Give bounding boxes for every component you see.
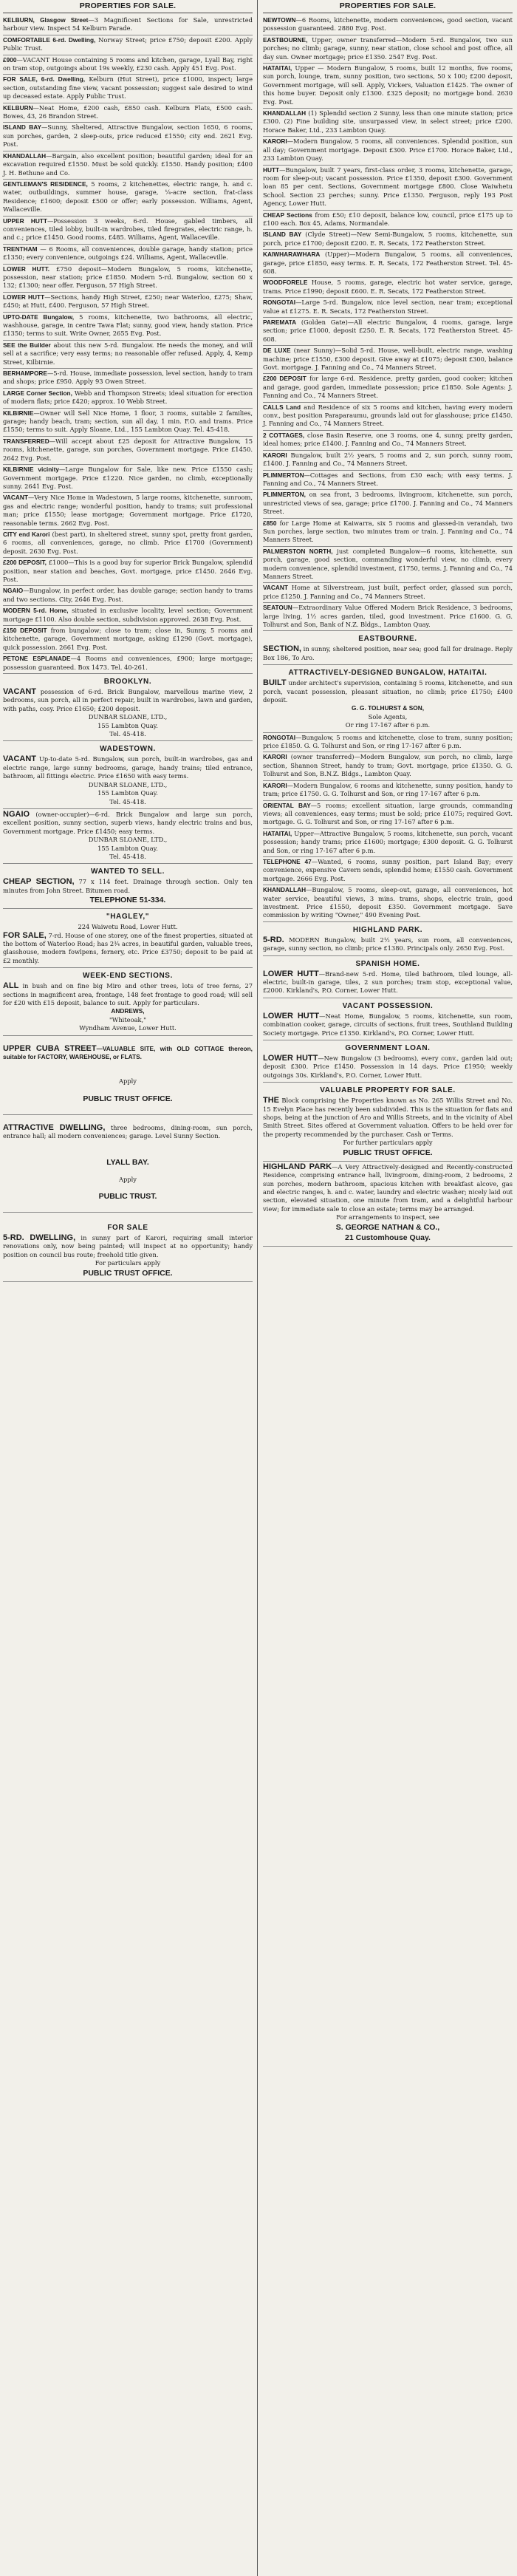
right-classified-ad xyxy=(263,16,513,35)
left-classified-ad xyxy=(3,409,253,437)
ad-lead: SEATOUN xyxy=(263,604,292,612)
left-classified-ad xyxy=(3,369,253,389)
right-classified-ad xyxy=(263,547,513,584)
ngaio-tel: Tel. 45-418. xyxy=(109,852,146,860)
right-classified-ad xyxy=(263,451,513,471)
ad-body: (Clyde Street)—New Semi-Bungalow, 5 rooms, kitchenette, sun porch, price £1700; deposit £200. E. R. Secats, 172 Featherston Street. xyxy=(263,231,513,247)
weekend-agent: ANDREWS, xyxy=(111,1007,145,1015)
right-classified-ad xyxy=(263,374,513,402)
ad-body: —4 Rooms and conveniences, £900; large mortgage; possession guaranteed. Box 1473. Tel. 40-261. xyxy=(3,655,253,671)
government-loan-heading: GOVERNMENT LOAN. xyxy=(345,1044,431,1053)
right-classified-ad xyxy=(263,346,513,374)
right-classified-ad xyxy=(263,885,513,922)
ad-body: 5 rooms, kitchenette, two bathrooms, all electric, washhouse, garage, in centre Tawa Flat; sunny, good view, handy station. Price £1350; terms to suit. Write Owner, 2655 Evg. Post. xyxy=(3,313,253,338)
ad-lead: HATAITAI, xyxy=(263,64,292,72)
eastbourne-text: SECTION, in sunny, sheltered position, near sea; good fall for drainage. Reply Box 186, To Aro. xyxy=(263,644,513,661)
right-classified-ad xyxy=(263,490,513,518)
ad-lead: KHANDALLAH xyxy=(3,151,47,160)
right-classifieds xyxy=(263,16,513,631)
ad-lead: ISLAND BAY xyxy=(263,231,302,239)
ad-body: Webb and Thompson Streets; ideal situation for erection of modern flats; price £420; approx. 10 Webb Street. xyxy=(3,389,253,406)
brooklyn-address: 155 Lambton Quay. xyxy=(97,721,158,729)
highland2-text: HIGHLAND PARK—A Very Attractively-designed and Recently-constructed Residence, comprising entrance hall, livingroom, dining-room, 2 bedrooms, 2 sun porches, modern bathroom, spacious kitchen with breakfast alcove, gas and electric ranges, h. and c. water, laundry and electric washer; nicely laid out section, elevated situation, one minute from tram, and a delightful harbour view; for immediate sale to close an estate; terms may be arranged. xyxy=(263,1162,513,1213)
ad-body: —Large 5-rd. Bungalow, nice level section, near tram; exceptional value at £1275. E. R. Secats, 172 Featherston Street. xyxy=(263,299,513,315)
wanted-heading: WANTED TO SELL. xyxy=(91,868,165,876)
ad-lead: LOWER HUTT. xyxy=(3,265,50,273)
wanted-phone: TELEPHONE 51-334. xyxy=(89,896,166,905)
ad-lead: £200 DEPOSIT, xyxy=(3,559,47,567)
ad-lead: LARGE Corner Section, xyxy=(3,389,72,397)
ad-lead: £150 DEPOSIT xyxy=(3,627,47,634)
left-column-heading: PROPERTIES FOR SALE. xyxy=(3,0,253,13)
ad-lead: £200 DEPOSIT xyxy=(263,375,307,383)
ad-lead: MODERN 5-rd. Home, xyxy=(3,607,69,615)
ad-body: Home at Silverstream, just built, perfect order, glassed sun porch, price £1250. J. Fanning and Co., 74 Manners Street. xyxy=(263,584,513,600)
upper-cuba-office: PUBLIC TRUST OFFICE. xyxy=(83,1094,173,1103)
left-classified-ad xyxy=(3,217,253,245)
right-classified-ad xyxy=(263,137,513,165)
right-classified-ad xyxy=(263,857,513,885)
ad-body: (owner transferred)—Modern Bungalow, sun porch, no climb, large section, Shannon Street, handy to tram; Govt. mortgage, price £1350. G. G. Tolhurst and Son, B.N.Z. Bldgs., Lambton Quay. xyxy=(263,753,513,778)
hataitai-bungalow-ad xyxy=(263,665,513,732)
attractive-dwelling-ad xyxy=(3,1115,253,1213)
ad-body: —Cottages and Sections, from £30 each; with easy terms. J. Fanning and Co., 74 Manners Street. xyxy=(263,471,513,487)
karori-sale-footer: For particulars apply xyxy=(95,1259,161,1267)
column-divider xyxy=(257,0,258,2576)
right-classified-ad xyxy=(263,403,513,431)
ad-lead: DE LUXE xyxy=(263,347,291,355)
ad-body: —5-rd. House, immediate possession, level section, handy to tram and shops; price £950. Apply 93 Owen Street. xyxy=(3,369,253,386)
ad-body: for large 6-rd. Residence, pretty garden, good cooker; kitchen and garage, good garden, immediate possession; price £1850. Sole Agents: J. Fanning and Co., 74 Manners Street. xyxy=(263,375,513,400)
ad-body: and Residence of six 5 rooms and kitchen, having every modern conv., best position Paraparaumu, grounds laid out for glasshouse; price £1450. J. Fanning and Co., 74 Manners Street. xyxy=(263,403,513,428)
left-classified-ad xyxy=(3,313,253,341)
right-classified-ad xyxy=(263,801,513,829)
valuable-office: PUBLIC TRUST OFFICE. xyxy=(343,1148,433,1157)
karori-sale-office: PUBLIC TRUST OFFICE. xyxy=(83,1268,173,1278)
left-classified-ad xyxy=(3,626,253,654)
ad-body: for Large Home at Kaiwarra, six 5 rooms and glassed-in verandah, two Sun porches, large section, two minutes tram or train. J. Fanning and Co., 74 Manners Street. xyxy=(263,519,513,544)
left-classified-ad xyxy=(3,123,253,151)
ad-body: Bungalow, built 2½ years, 5 rooms and 2, sun porch, sunny room, £1400. J. Fanning and Co., 74 Manners Street. xyxy=(263,451,513,468)
ad-body: 5 rooms, 2 kitchenettes, electric range, h. and c. water, outbuildings, summer house, garage, ¼-acre section, frat-class Residence; £1600; deposit £500 or offer; early possession. Williams, Agent, Wallaceville. xyxy=(3,180,253,214)
ad-body: — 6 Rooms, all conveniences, double garage, handy station; price £1350; every convenience, outgoings £24. Williams, Agent, Wallaceville. xyxy=(3,245,253,262)
spanish-home-ad xyxy=(263,956,513,998)
ad-lead: LOWER HUTT xyxy=(3,293,45,301)
ad-body: —Possession 3 weeks, 6-rd. House, gabled timbers, all conveniences, tiled lobby, built-in wardrobes, tiled firegrates, electric range, h. and c.; price £1450. Good rooms, £485. Williams, Agent, Wallaceville. xyxy=(3,217,253,242)
left-classifieds xyxy=(3,16,253,674)
ad-lead: UPPER HUTT xyxy=(3,217,47,225)
highland-heading: HIGHLAND PARK. xyxy=(352,925,423,934)
left-classified-ad xyxy=(3,530,253,558)
left-classified-ad xyxy=(3,437,253,465)
ad-body: —Sections, handy High Street, £250; near Waterloo, £275; Shaw, £450; at Hutt, £400. Ferguson, 57 High Street. xyxy=(3,293,253,310)
wanted-text: CHEAP SECTION, 77 x 114 feet. Drainage through section. Only ten minutes from John Street. Bitumen road. xyxy=(3,877,253,894)
wadestown-tel: Tel. 45-418. xyxy=(109,797,146,805)
ngaio-firm: DUNBAR SLOANE, LTD., xyxy=(88,836,168,844)
valuable-footer: For further particulars apply xyxy=(343,1139,433,1147)
upper-cuba-apply: Apply xyxy=(119,1077,137,1086)
left-classified-ad xyxy=(3,389,253,409)
ad-body: from £50; £10 deposit, balance low, council, price £175 up to £100 each. Box 45, Adams, Normandale. xyxy=(263,211,513,227)
ad-lead: NEWTOWN xyxy=(263,16,296,24)
left-classified-ad xyxy=(3,55,253,75)
wadestown-ad xyxy=(3,741,253,808)
government-loan-text: LOWER HUTT—New Bungalow (3 bedrooms), every conv., garden laid out; deposit £300. Price £1450. Possession in 14 days. Price £1950; weekly outgoings 30s. Kirkland's, P.O. Corner, Lower Hutt. xyxy=(263,1054,513,1079)
vacant-possession-ad xyxy=(263,998,513,1040)
ad-lead: KELBURN xyxy=(3,103,33,112)
ngaio-ad xyxy=(3,809,253,864)
ad-body: —Bungalow, 5 rooms, sleep-out, garage, all conveniences, hot water service, beautiful views, 3 mins. trams, shops, electric train, good investment. Price £1550, deposit £350. Government mortgage. Save commission by writing "Owner," 490 Evening Post. xyxy=(263,886,513,919)
ad-body: —Bargain, also excellent position; beautiful garden; ideal for an excavation required £1550. Must be sold quickly. £1550. Handy position; £400 J. H. Bethune and Co. xyxy=(3,151,253,177)
weekend-ad xyxy=(3,968,253,1035)
highland2-firm: S. GEORGE NATHAN & CO., xyxy=(335,1222,440,1232)
brooklyn-heading: BROOKLYN. xyxy=(103,678,152,686)
ad-body: £1000—This is a good buy for superior Brick Bungalow, splendid position, near station and beaches, Govt. mortgage, price £1450. 2646 Evg. Post. xyxy=(3,559,253,583)
ad-lead: WOODFORELE xyxy=(263,279,308,287)
ad-lead: PLIMMERTON xyxy=(263,471,304,479)
wadestown-heading: WADESTOWN. xyxy=(100,745,156,754)
ad-lead: NGAIO xyxy=(3,587,24,595)
government-loan-ad xyxy=(263,1040,513,1083)
ad-lead: KARORI xyxy=(263,451,287,459)
ad-lead: KAIWHARAWHARA xyxy=(263,251,321,259)
hataitai-agents: Sole Agents, xyxy=(368,712,408,720)
ad-lead: FOR SALE, 6-rd. Dwelling, xyxy=(3,75,86,84)
ad-lead: £850 xyxy=(263,519,277,527)
ngaio-text: NGAIO (owner-occupier)—6-rd. Brick Bungalow and large sun porch, excellent position, sunny section, superb views, handy electric trains and bus, Government mortgage. Price £1450; easy terms. xyxy=(3,809,253,835)
ad-lead: KARORI xyxy=(263,137,287,146)
hataitai-text: BUILT under architect's supervision, containing 5 rooms, kitchenette, and sun porch, vacant possession, pleasant situation, no climb; price £1750; £400 deposit. xyxy=(263,678,513,704)
left-classified-ad xyxy=(3,654,253,674)
ad-body: (best part), in sheltered street, sunny spot, pretty front garden, 6 rooms, all conveniences, garage, no climb. Price £1700 (Government) deposit. 2630 Evg. Post. xyxy=(3,530,253,555)
ad-lead: VACANT xyxy=(263,584,288,592)
eastbourne-heading: EASTBOURNE. xyxy=(358,635,417,644)
attractive-place: LYALL BAY. xyxy=(106,1157,149,1167)
ad-lead: CHEAP Sections xyxy=(263,211,312,219)
weekend-address: Wyndham Avenue, Lower Hutt. xyxy=(79,1024,177,1032)
ad-body: Norway Street; price £750; deposit £200. Apply Public Trust. xyxy=(3,35,253,52)
brooklyn-firm: DUNBAR SLOANE, LTD., xyxy=(88,713,168,721)
ad-lead: CITY end Karori xyxy=(3,530,50,538)
brooklyn-ad xyxy=(3,674,253,741)
highland-park-residence-ad xyxy=(263,1162,513,1247)
right-column xyxy=(263,0,513,1247)
ad-lead: PLIMMERTON, xyxy=(263,491,306,499)
ad-body: —Extraordinary Value Offered Modern Brick Residence, 3 bedrooms, large living, 1½ acres garden, tiled, good investment. Price £1600. G. G. Tolhurst and Son, Bank of N.Z. Bldgs., Lambton Quay. xyxy=(263,604,513,628)
right-classified-ad xyxy=(263,278,513,298)
ad-body: (Upper)—Modern Bungalow, 5 rooms, all conveniences, garage, price £1850, easy terms. E. R. Secats, 172 Featherston Street. Tel. 45-608. xyxy=(263,251,513,275)
ad-body: Upper—Attractive Bungalow, 5 rooms, kitchenette, sun porch, vacant possession; handy trams; price £1600; mortgage; £300 deposit. G. G. Tolhurst and Son, or ring 17-167 after 6 p.m. xyxy=(263,829,513,854)
right-classified-ad xyxy=(263,166,513,211)
karori-sale-heading: FOR SALE xyxy=(107,1224,148,1233)
right-classified-ad xyxy=(263,583,513,603)
ad-lead: £900 xyxy=(3,55,17,64)
ad-lead: RONGOTAI xyxy=(263,733,296,741)
right-classified-ad xyxy=(263,733,513,753)
ad-lead: HATAITAI, xyxy=(263,829,292,837)
ad-body: —Bungalow, built 7 years, first-class order, 3 rooms, kitchenette, garage, room for sleep-out; vacant possession. Price £1350, deposit £300. Government loan 85 per cent. Sections, Government mortgage £800. Close Waiwhetu School. Section 23 perches; sunny. Price £1350. Ferguson, reply 193 Post Agency, Lower Hutt. xyxy=(263,166,513,208)
ad-lead: KILBIRNIE vicinity xyxy=(3,466,59,474)
ad-body: —6 Rooms, kitchenette, modern conveniences, good section, vacant possession guaranteed. 2880 Evg. Post. xyxy=(263,16,513,33)
right-classified-ad xyxy=(263,211,513,231)
ad-body: —Modern Bungalow, 6 rooms and kitchenette, sunny position, handy to tram; price £1750. G. G. Tolhurst and Son, or ring 17-167 after 6 p.m. xyxy=(263,781,513,798)
ad-body: just completed Bungalow—6 rooms, kitchenette, sun porch, garage, good section, commanding wonderful view, no climb, every modern convenience, splendid investment, £1750, terms. J. Fanning and Co., 74 Manners Street. xyxy=(263,547,513,580)
attractive-text: ATTRACTIVE DWELLING, three bedrooms, dining-room, sun porch, entrance hall; all modern conveniences; garage. Level Sunny Section. xyxy=(3,1122,253,1140)
left-classified-ad xyxy=(3,465,253,493)
attractive-office: PUBLIC TRUST. xyxy=(98,1192,157,1202)
ad-lead: RONGOTAI xyxy=(263,299,296,307)
ad-lead: ORIENTAL BAY xyxy=(263,801,311,809)
ad-lead: SEE the Builder xyxy=(3,341,51,349)
wanted-ad xyxy=(3,864,253,909)
hataitai-firm: G. G. TOLHURST & SON, xyxy=(351,704,425,712)
ad-body: Upper — Modern Bungalow, 5 rooms, built 12 months, five rooms, sun porch, lounge, tram, sunny position, two sections, 50 x 100; £200 deposit, Government mortgage, will sell. Apply, Vickers, Valuation £1425. The owner of this home buyer. Deposit only £1300. £325 deposit; no mortgage bond. 2630 Evg. Post. xyxy=(263,64,513,106)
valuable-heading: VALUABLE PROPERTY FOR SALE. xyxy=(320,1086,456,1095)
ad-body: —Neat Home, £200 cash, £850 cash. Kelburn Flats, £500 cash. Bowes, 43, 26 Brandon Street. xyxy=(3,103,253,120)
ad-lead: CALLS Land xyxy=(263,403,301,411)
right-classified-ad xyxy=(263,781,513,801)
highland-text: 5-RD. MODERN Bungalow, built 2½ years, sun room, all conveniences, garage, sunny section, no climb; price £1380. Principals only. 2650 Evg. Post. xyxy=(263,935,513,953)
left-classified-ad xyxy=(3,493,253,530)
left-classified-ad xyxy=(3,586,253,606)
ad-body: House, 5 rooms, garage, electric hot water service, garage, trams. Price £1990; deposit £600. E. R. Secats, 172 Featherston Street. xyxy=(263,279,513,295)
ad-lead: KILBIRNIE xyxy=(3,409,34,417)
right-classifieds-2 xyxy=(263,733,513,922)
hagley-text: FOR SALE, 7-rd. House of one storey, one of the finest properties, situated at the bottom of Waterloo Road; has 2¾ acres, in beautiful garden, valuable trees, glasshouse, modern fowlpens, fernery, etc. Price £3750; deposit to be paid at £2 monthly. xyxy=(3,930,253,964)
ad-body: —Wanted, 6 rooms, sunny position, part Island Bay; every convenience, expensive Cavern sends, splendid home; £1550 cash. Government mortgage. 2666 Evg. Post. xyxy=(263,857,513,882)
left-classified-ad xyxy=(3,35,253,55)
ad-lead: 2 COTTAGES, xyxy=(263,431,305,439)
weekend-agent-house: "Whiteoak," xyxy=(109,1015,146,1023)
wadestown-firm: DUNBAR SLOANE, LTD., xyxy=(88,780,168,788)
hagley-address: 224 Waiwetu Road, Lower Hutt. xyxy=(78,923,178,931)
spanish-heading: SPANISH HOME. xyxy=(355,959,420,968)
ad-lead: BERHAMPORE xyxy=(3,369,47,378)
right-classified-ad xyxy=(263,64,513,109)
right-classified-ad xyxy=(263,519,513,547)
ad-body: —Sunny, Sheltered, Attractive Bungalow, section 1650, 6 rooms, sun porches, garden, 2 sleep-outs, price reduced £1550; city end. 2621 Evg. Post. xyxy=(3,123,253,149)
ad-body: —Bungalow, 5 rooms and kitchenette, close to tram, sunny position; price £1850. G. G. Tolhurst and Son, or ring 17-167 after 6 p.m. xyxy=(263,733,513,750)
left-classified-ad xyxy=(3,341,253,369)
left-classified-ad xyxy=(3,245,253,265)
ad-body: —VACANT House containing 5 rooms and kitchen, garage, Lyall Bay, right on tram stop, outgoings about 19s weekly, £230 cash. Apply 451 Evg. Post. xyxy=(3,55,253,72)
ad-lead: ISLAND BAY xyxy=(3,123,42,132)
right-classified-ad xyxy=(263,431,513,451)
left-classified-ad xyxy=(3,75,253,103)
spanish-text: LOWER HUTT—Brand-new 5-rd. Home, tiled bathroom, tiled lounge, all-electric, built-in garage, tiles, 2 sun porches; tram stop, exceptional value, £2000. Kirkland's, P.O. Corner, Lower Hutt. xyxy=(263,969,513,995)
right-classified-ad xyxy=(263,603,513,631)
left-classified-ad xyxy=(3,151,253,180)
right-classified-ad xyxy=(263,298,513,318)
ad-body: about this new 5-rd. Bungalow. He needs the money, and will sell at a sacrifice; very easy terms; no reasonable offer refused. Apply, 4, Kemp Street, Kilbirnie. xyxy=(3,341,253,366)
weekend-text: ALL in bush and on fine big Miro and other trees, lots of tree ferns, 27 sections in magnificent area, frontage, 148 feet frontage to good road; will sell for £20 with £15 deposit, balance to suit. Apply for particulars. xyxy=(3,981,253,1006)
ad-lead: PETONE ESPLANADE xyxy=(3,655,71,663)
ad-body: —Modern Bungalow, 5 rooms, all conveniences. Splendid position, sun all day; Government mortgage. Deposit £300. Price £1700. Horace Baker, Ltd., 233 Lambton Quay. xyxy=(263,137,513,163)
hagley-ad xyxy=(3,909,253,968)
left-classified-ad xyxy=(3,293,253,313)
ad-body: Kelburn (Hut Street), price £1000, inspect; large section, outstanding fine view, vacant possession; suggest sale desired to wind up deceased estate. Apply Public Trust. xyxy=(3,75,253,100)
right-classified-ad xyxy=(263,318,513,346)
ad-body: Upper, owner transferred—Modern 5-rd. Bungalow, two sun porches; no climb; garage, sunny, near station, close school and post office, all day sun. Owner mortgage; price £1350. 2547 Evg. Post. xyxy=(263,35,513,61)
ad-body: —5 rooms; excellent situation, large grounds, commanding views; all conveniences, easy terms; must be sold; price £1075; required Govt. mortgage. G. G. Tolhurst and Son, or ring 17-167 after 6 p.m. xyxy=(263,801,513,826)
right-classified-ad xyxy=(263,471,513,491)
brooklyn-text: VACANT possession of 6-rd. Brick Bungalow, marvellous marine view, 2 bedrooms, sun porch, all in perfect repair, built in wardrobes, lawn and garden, with paths, cosy. Price £1650; £200 deposit. xyxy=(3,687,253,712)
ad-lead: KHANDALLAH xyxy=(263,109,307,117)
right-classified-ad xyxy=(263,250,513,278)
left-column xyxy=(3,0,253,1282)
ad-body: —Owner will Sell Nice Home, 1 floor, 3 rooms, suitable 2 families, garage; handy beach, tram; section, sun all day, 1 min. F.O. and trams. Price £1550; terms to suit. Apply Sloane, Ltd., 155 Lambton Quay. Tel. 45-418. xyxy=(3,409,253,434)
ad-body: £750 deposit—Modern Bungalow, 5 rooms, kitchenette, possession, near station; price £1850. Modern 5-rd. Bungalow, section 60 x 132; £1300; near offer. Ferguson, 57 High Street. xyxy=(3,265,253,290)
ad-lead: TRANSFERRED xyxy=(3,437,49,445)
ad-lead: PAREMATA xyxy=(263,318,297,326)
weekend-heading: WEEK-END SECTIONS. xyxy=(83,972,173,981)
upper-cuba-ad xyxy=(3,1036,253,1115)
right-column-heading: PROPERTIES FOR SALE. xyxy=(263,0,513,13)
ad-body: (near Sunny)—Solid 5-rd. House, well-built, electric range, washing machine; price £1550, £300 deposit. Give away at £1075; deposit £300, balance Govt. mortgage. J. Fanning and Co., 74 Manners Street. xyxy=(263,347,513,372)
right-classified-ad xyxy=(263,752,513,780)
ad-lead: TRENTHAM xyxy=(3,245,38,253)
ad-lead: VACANT xyxy=(3,494,28,502)
ad-body: —Will accept about £25 deposit for Attractive Bungalow, 15 rooms, kitchenette, garage, sun porches, Government mortgage. Price £1450. 2642 Evg. Post. xyxy=(3,437,253,462)
wadestown-address: 155 Lambton Quay. xyxy=(97,789,158,797)
ad-body: —3 Magnificent Sections for Sale, unrestricted harbour view. Inspect 54 Kelburn Parade. xyxy=(3,16,253,33)
vacant-possession-heading: VACANT POSSESSION. xyxy=(342,1001,434,1010)
ad-body: (1) Splendid section 2 Sunny, less than one minute station; price £300. (2) Fine building site, unsurpassed view, in select street; price £200. Horace Baker, Ltd., 233 Lambton Quay. xyxy=(263,109,513,134)
ad-lead: KHANDALLAH xyxy=(263,886,307,894)
highland-park-ad xyxy=(263,922,513,956)
eastbourne-ad xyxy=(263,631,513,665)
valuable-property-ad xyxy=(263,1083,513,1161)
ad-lead: TELEPHONE 47 xyxy=(263,857,312,865)
left-classified-ad xyxy=(3,558,253,586)
right-classified-ad xyxy=(263,109,513,137)
ad-lead: PALMERSTON NORTH, xyxy=(263,547,333,555)
ad-lead: HUTT xyxy=(263,166,280,174)
ad-lead: COMFORTABLE 6-rd. Dwelling, xyxy=(3,35,96,44)
attractive-apply: Apply xyxy=(119,1175,137,1183)
highland2-address: 21 Customhouse Quay. xyxy=(345,1233,431,1242)
ad-lead: KARORI xyxy=(263,781,287,789)
brooklyn-tel: Tel. 45-418. xyxy=(109,730,146,738)
left-classified-ad xyxy=(3,103,253,123)
ad-body: —Large Bungalow for Sale, like new. Price £1550 cash; Government mortgage. Price £1220. Nice garden, no climb, exceptionally sunny. 2641 Evg. Post. xyxy=(3,466,253,490)
hataitai-ring: Or ring 17-167 after 6 p.m. xyxy=(345,721,431,729)
right-classified-ad xyxy=(263,829,513,857)
left-classified-ad xyxy=(3,606,253,626)
right-classified-ad xyxy=(263,230,513,250)
hataitai-heading: ATTRACTIVELY-DESIGNED BUNGALOW, HATAITAI. xyxy=(288,669,487,678)
valuable-text: THE Block comprising the Properties known as No. 265 Willis Street and No. 15 Evelyn Place has recently been subdivided. This is the situation for flats and shops, being at the junction of Aro and Willis Streets, and in the vicinity of Abel Smith Street. Sites offered at Government valuation. Offers to be held over for the property recommended by the purchaser. Cash or Terms. xyxy=(263,1096,513,1138)
ad-lead: GENTLEMAN'S RESIDENCE, xyxy=(3,180,88,188)
upper-cuba-text: UPPER CUBA STREET—VALUABLE SITE, with OLD COTTAGE thereon, suitable for FACTORY, WAREHOUSE, or FLATS. xyxy=(3,1043,253,1061)
ad-body: —Bungalow, in perfect order, has double garage; section handy to trams and two sections. City, 2646 Evg. Post. xyxy=(3,587,253,603)
karori-sale-text: 5-RD. DWELLING, in sunny part of Karori, requiring small interior renovations only, now being painted; will inspect at no opportunity; handy position on council bus route; freehold title given. xyxy=(3,1233,253,1258)
ad-lead: KELBURN, Glasgow Street xyxy=(3,16,89,24)
left-classified-ad xyxy=(3,16,253,35)
ad-body: on sea front, 3 bedrooms, livingroom, kitchenette, sun porch, unrestricted views of sea, garage; price £1700. J. Fanning and Co., 74 Manners Street. xyxy=(263,491,513,516)
ngaio-address: 155 Lambton Quay. xyxy=(97,844,158,852)
karori-sale-ad xyxy=(3,1213,253,1282)
ad-body: —Very Nice Home in Wadestown, 5 large rooms, kitchenette, sunroom, gas and electric range; wonderful position, handy to trams; suit professional man; price £1550; lease mortgage; Government mortgage. Price £1720, reasonable terms. 2662 Evg. Post. xyxy=(3,494,253,527)
wadestown-text: VACANT Up-to-date 5-rd. Bungalow, sun porch, built-in wardrobes, gas and electric range, large sunny bedrooms, garage, handy trains; tiled entrance, bathroom, all fittings electric. Price £1650 with easy terms. xyxy=(3,754,253,780)
highland2-footer: For arrangements to inspect, see xyxy=(336,1213,439,1221)
ad-body: close Basin Reserve, one 3 rooms, one 4, sunny, pretty garden, ideal homes; price £1400. J. Fanning and Co., 74 Manners Street. xyxy=(263,431,513,448)
left-classified-ad xyxy=(3,265,253,293)
vacant-possession-text: LOWER HUTT—Neat Home, Bungalow, 5 rooms, kitchenette, sun room, combination cooker, garage, circuits of sections, fruit trees, Southland Building Society mortgage. Price £1350. Kirkland's, P.O. Corner, Lower Hutt. xyxy=(263,1011,513,1037)
left-classified-ad xyxy=(3,180,253,217)
ad-lead: KARORI xyxy=(263,753,287,761)
hagley-title: "HAGLEY," xyxy=(106,913,150,921)
right-classified-ad xyxy=(263,35,513,64)
ad-lead: UPTO-DATE Bungalow, xyxy=(3,313,75,321)
ad-lead: EASTBOURNE, xyxy=(263,35,308,44)
ad-body: (Golden Gate)—All electric Bungalow, 4 rooms, garage, large section; price £1000, deposit £250. E. R. Secats, 172 Featherston Street. 45-608. xyxy=(263,318,513,343)
ad-body: from bungalow; close to tram; close in, Sunny, 5 rooms and kitchenette, garage, Government mortgage, asking £1290 (Govt. mortgage), quick possession. 2661 Evg. Post. xyxy=(3,627,253,651)
ad-body: situated in exclusive locality, level section; Government mortgage £1100. Also double section, subdivision approved. 2638 Evg. Post. xyxy=(3,607,253,623)
